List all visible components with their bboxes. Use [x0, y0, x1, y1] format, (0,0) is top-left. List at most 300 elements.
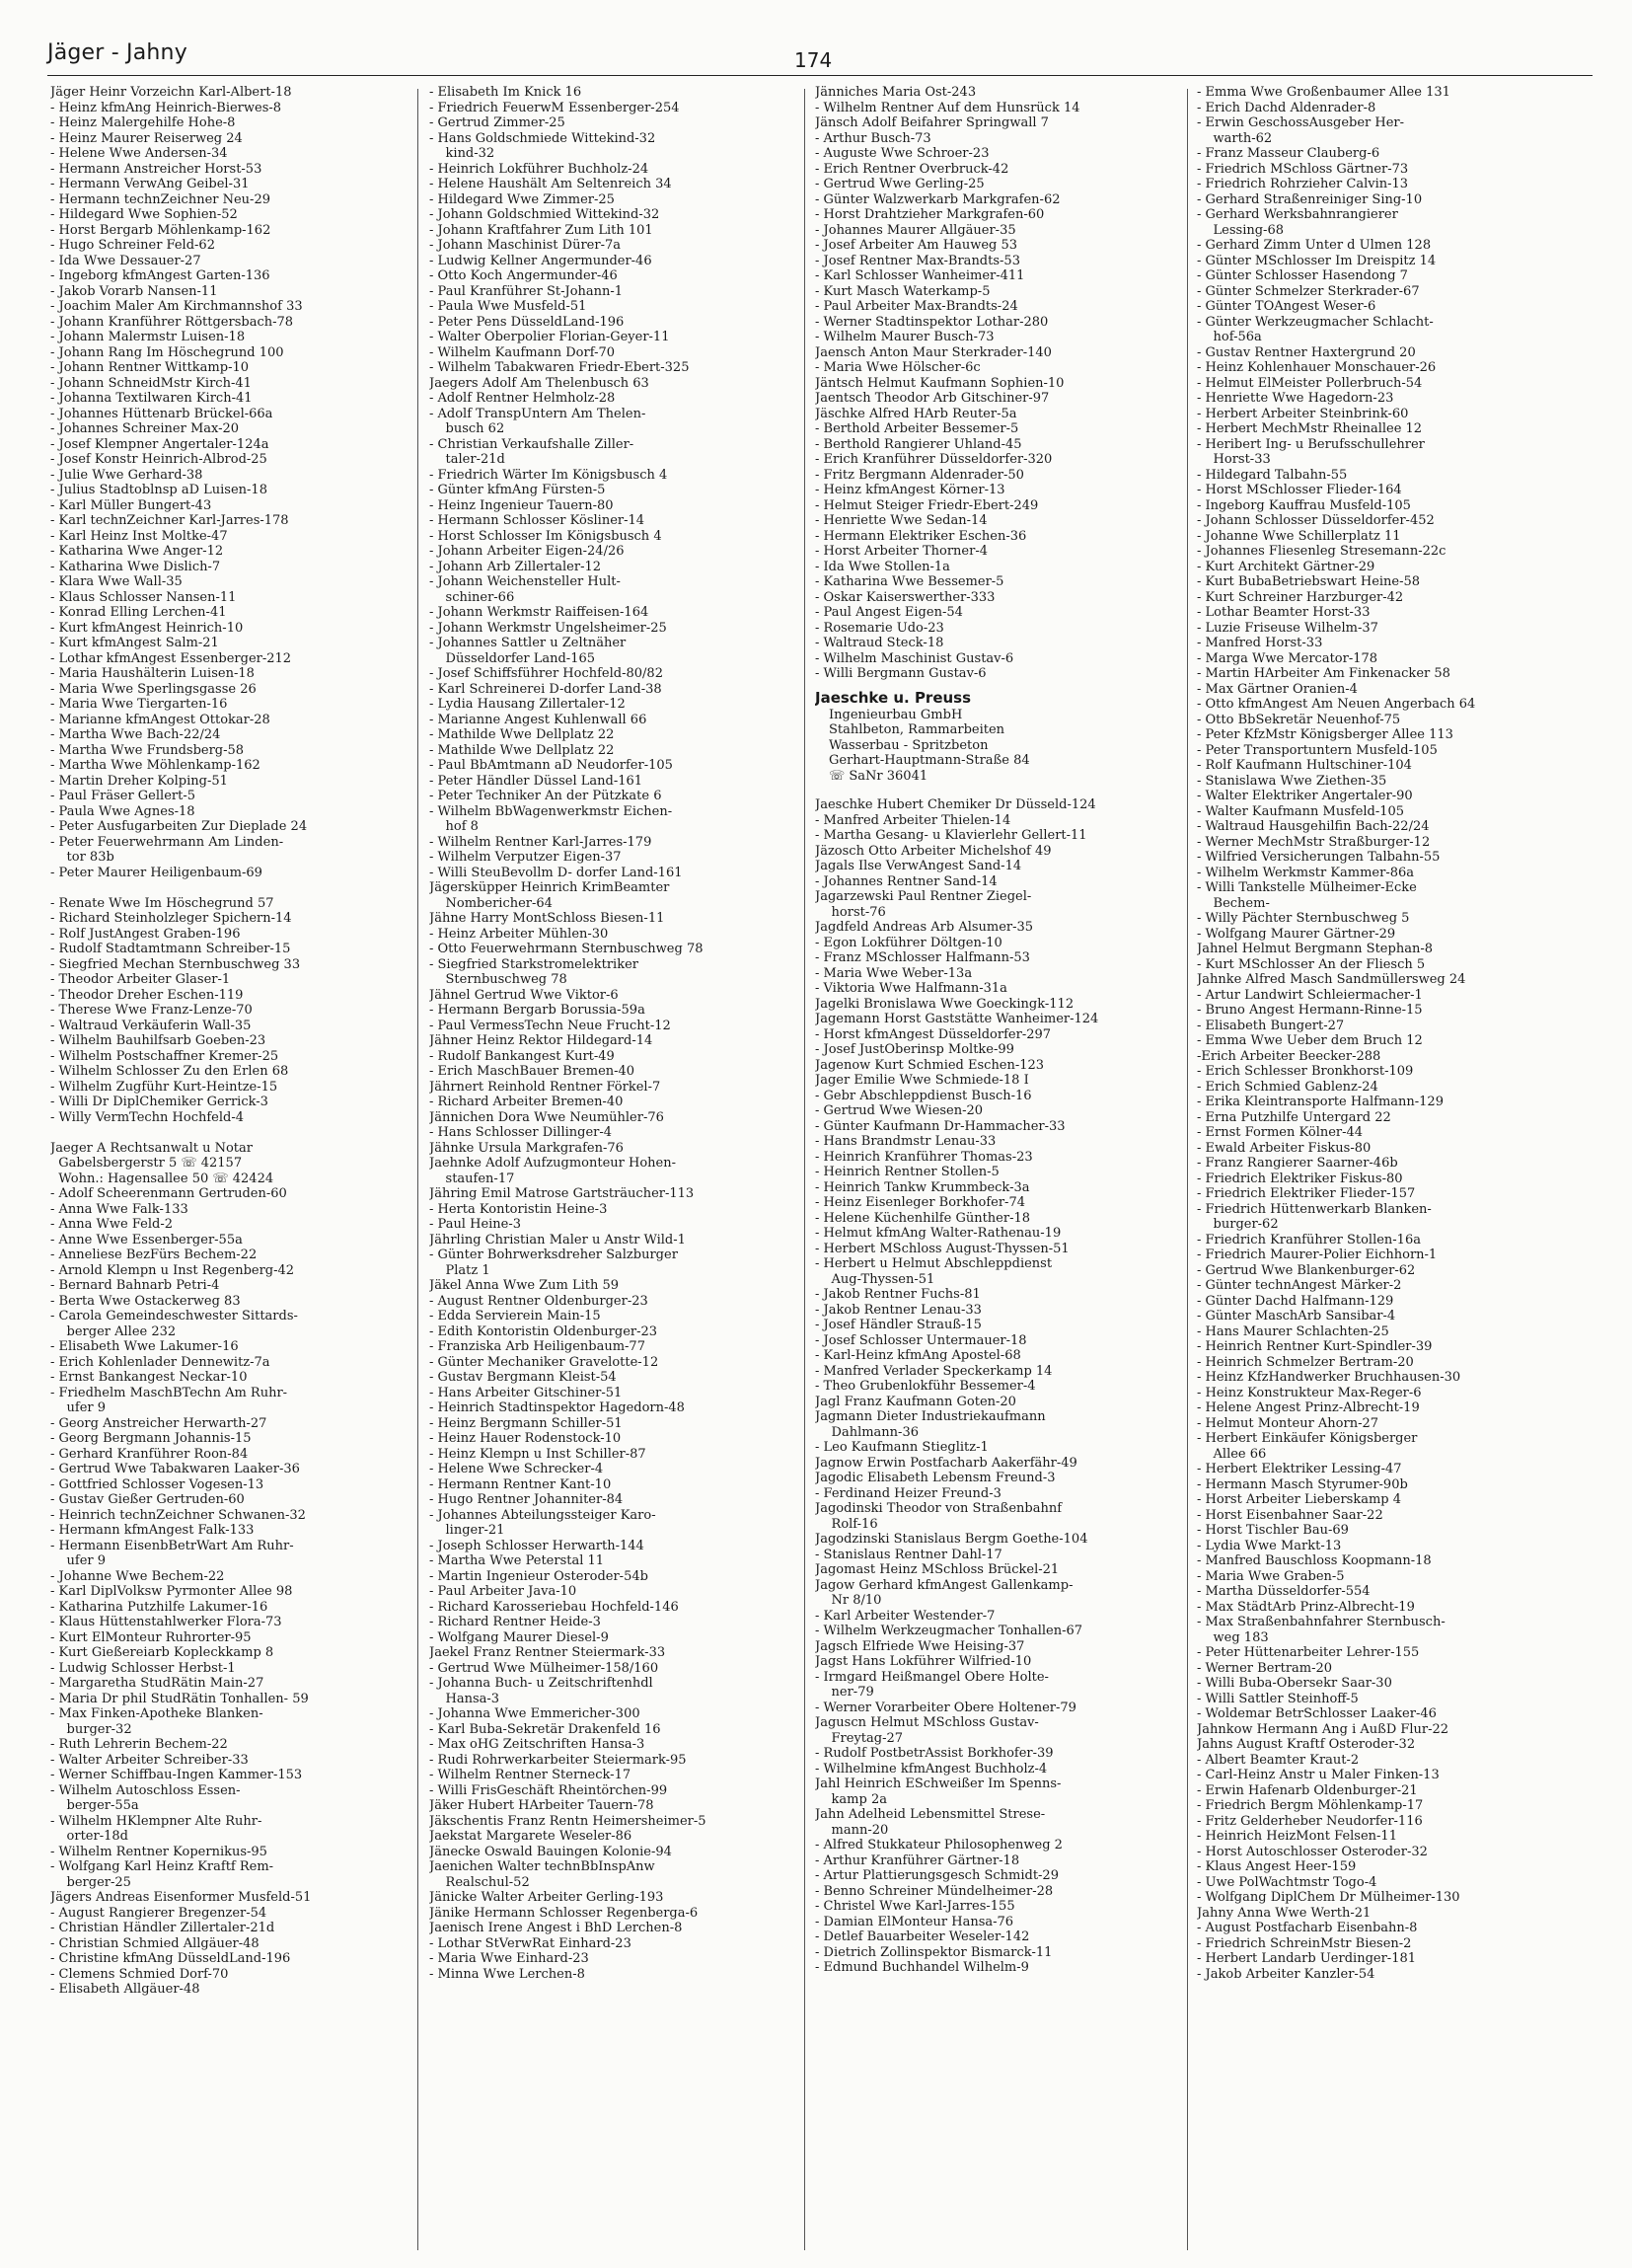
directory-entry: Jaenisch Irene Angest i BhD Lerchen-8 [429, 1921, 683, 1935]
directory-entry: - Kurt Masch Waterkamp-5 [815, 283, 991, 299]
directory-entry: - Elisabeth Bungert-27 [1197, 1018, 1345, 1033]
directory-entry: - Klaus Schlosser Nansen-11 [50, 589, 237, 605]
directory-entry: - Waltraud Verkäuferin Wall-35 [50, 1018, 252, 1033]
directory-entry: - Walter Kaufmann Musfeld-105 [1197, 803, 1405, 819]
directory-entry: - Lothar kfmAngest Essenberger-212 [50, 650, 292, 666]
directory-entry: - Hermann Bergarb Borussia-59a [429, 1003, 645, 1018]
directory-entry: - Siegfried Mechan Sternbuschweg 33 [50, 956, 301, 972]
directory-entry: - Georg Bergmann Johannis-15 [50, 1431, 252, 1446]
directory-entry: - Johannes Abteilungssteiger Karo- [429, 1507, 656, 1523]
directory-entry: - Manfred Horst-33 [1197, 636, 1323, 650]
directory-entry: - Klaus Hüttenstahlwerker Flora-73 [50, 1615, 282, 1629]
directory-entry: - Peter KfzMstr Königsberger Allee 113 [1197, 727, 1453, 742]
directory-entry: - Horst MSchlosser Flieder-164 [1197, 483, 1402, 497]
directory-entry: - Hildegard Wwe Zimmer-25 [429, 191, 615, 207]
directory-entry: - Johann Malermstr Luisen-18 [50, 330, 246, 344]
directory-entry: - Josef Schiffsführer Hochfeld-80/82 [429, 666, 663, 681]
directory-entry: - Heinrich Schmelzer Bertram-20 [1197, 1354, 1414, 1370]
directory-entry: - Josef Klempner Angertaler-124a [50, 436, 269, 452]
directory-entry: Jagodzinski Stanislaus Bergm Goethe-104 [815, 1532, 1088, 1547]
directory-entry: Jäger Heinr Vorzeichn Karl-Albert-18 [50, 85, 292, 100]
directory-entry: - Richard Steinholzleger Spichern-14 [50, 911, 292, 926]
directory-entry: - Wilhelm Werkmstr Kammer-86a [1197, 865, 1415, 880]
directory-entry: - Wilhelm Maurer Busch-73 [815, 330, 995, 344]
directory-entry: - Hans Arbeiter Gitschiner-51 [429, 1385, 623, 1400]
directory-entry: - Henriette Wwe Hagedorn-23 [1197, 391, 1394, 406]
directory-entry: Jagenow Kurt Schmied Eschen-123 [815, 1057, 1045, 1073]
directory-entry: - Rudolf PostbetrAssist Borkhofer-39 [815, 1746, 1054, 1761]
directory-entry: staufen-17 [429, 1171, 515, 1186]
directory-entry: - Wilhelm Verputzer Eigen-37 [429, 850, 622, 865]
directory-entry: - Heinz Bergmann Schiller-51 [429, 1415, 623, 1431]
firm-entry-name: Jaeschke u. Preuss [815, 688, 972, 707]
directory-entry: Jagelki Bronislawa Wwe Goeckingk-112 [815, 996, 1075, 1012]
directory-entry: - Theodor Dreher Eschen-119 [50, 987, 244, 1003]
directory-entry: - Hildegard Talbahn-55 [1197, 467, 1348, 483]
directory-entry: - Friedrich Bergm Möhlenkamp-17 [1197, 1798, 1424, 1813]
directory-entry: Jagarzewski Paul Rentner Ziegel- [815, 889, 1032, 904]
directory-entry: Jagl Franz Kaufmann Goten-20 [815, 1394, 1016, 1409]
directory-entry: - Friedrich Rohrzieher Calvin-13 [1197, 177, 1409, 191]
directory-entry: - Ingeborg kfmAngest Garten-136 [50, 268, 270, 283]
directory-entry: - Otto BbSekretär Neuenhof-75 [1197, 712, 1401, 727]
directory-entry: - Gertrud Wwe Mülheimer-158/160 [429, 1660, 659, 1676]
directory-entry: - Helene Wwe Andersen-34 [50, 146, 228, 161]
directory-entry: -Erich Arbeiter Beecker-288 [1197, 1048, 1381, 1064]
directory-entry: Jahn Adelheid Lebensmittel Strese- [815, 1807, 1046, 1822]
directory-entry: - Martin Ingenieur Osteroder-54b [429, 1568, 648, 1584]
directory-entry: - Johann Rentner Wittkamp-10 [50, 360, 250, 375]
directory-entry: - Werner Bertram-20 [1197, 1660, 1333, 1676]
directory-entry: - Günter Kaufmann Dr-Hammacher-33 [815, 1118, 1066, 1134]
directory-entry: - Irmgard Heißmangel Obere Holte- [815, 1669, 1049, 1685]
directory-entry: - Karl Schlosser Wanheimer-411 [815, 268, 1025, 283]
directory-entry: - Renate Wwe Im Höschegrund 57 [50, 895, 274, 911]
directory-entry: Jagsch Elfriede Wwe Heising-37 [815, 1638, 1025, 1654]
directory-entry: - Günter Werkzeugmacher Schlacht- [1197, 314, 1434, 330]
directory-entry: Düsseldorfer Land-165 [429, 650, 596, 666]
directory-entry: - Rudolf Bankangest Kurt-49 [429, 1048, 615, 1064]
directory-entry: - Christel Wwe Karl-Jarres-155 [815, 1899, 1015, 1914]
directory-entry: ufer 9 [50, 1553, 107, 1568]
directory-entry: - Günter Mechaniker Gravelotte-12 [429, 1354, 659, 1370]
directory-entry: - Detlef Bauarbeiter Weseler-142 [815, 1929, 1030, 1944]
directory-entry: Jaehnke Adolf Aufzugmonteur Hohen- [429, 1156, 677, 1171]
directory-entry: - Günter Dachd Halfmann-129 [1197, 1293, 1394, 1309]
directory-entry: - Walter Oberpolier Florian-Geyer-11 [429, 330, 670, 344]
directory-entry: - Peter Transportuntern Musfeld-105 [1197, 742, 1438, 758]
directory-entry: - Katharina Putzhilfe Lakumer-16 [50, 1599, 268, 1615]
directory-entry: - Karl Schreinerei D-dorfer Land-38 [429, 681, 662, 697]
directory-entry: Jaentsch Theodor Arb Gitschiner-97 [815, 391, 1050, 406]
directory-entry: - August Rentner Oldenburger-23 [429, 1293, 648, 1309]
directory-entry: - Emma Wwe Ueber dem Bruch 12 [1197, 1033, 1423, 1048]
directory-entry: - Peter Maurer Heiligenbaum-69 [50, 865, 262, 880]
directory-entry: Jäkel Anna Wwe Zum Lith 59 [429, 1278, 620, 1293]
directory-entry: berger-25 [50, 1874, 131, 1890]
directory-entry: - Anna Wwe Feld-2 [50, 1217, 174, 1232]
directory-entry: - Günter MSchlosser Im Dreispitz 14 [1197, 253, 1437, 268]
directory-entry: Jagodinski Theodor von Straßenbahnf [815, 1501, 1063, 1516]
directory-entry: - Lothar StVerwRat Einhard-23 [429, 1935, 631, 1951]
directory-entry: - Gertrud Zimmer-25 [429, 115, 565, 130]
directory-entry: - Johann Goldschmied Wittekind-32 [429, 207, 660, 222]
directory-entry: - Heinz Maurer Reiserweg 24 [50, 130, 243, 146]
directory-entry: - Friedrich SchreinMstr Biesen-2 [1197, 1935, 1412, 1951]
directory-entry: - Günter MaschArb Sansibar-4 [1197, 1309, 1396, 1323]
directory-entry: - Helene Küchenhilfe Günther-18 [815, 1210, 1031, 1226]
directory-entry: Jaeger A Rechtsanwalt u Notar [50, 1140, 253, 1156]
directory-entry: - Stanislawa Wwe Ziethen-35 [1197, 773, 1387, 789]
directory-entry: - Richard Karosseriebau Hochfeld-146 [429, 1599, 679, 1615]
directory-entry: - Erich Kranführer Düsseldorfer-320 [815, 452, 1053, 467]
firm-entry-line: Gerhart-Hauptmann-Straße 84 [829, 753, 1030, 768]
directory-entry: - Günter Bohrwerksdreher Salzburger [429, 1247, 678, 1262]
directory-entry: - Erwin GeschossAusgeber Her- [1197, 115, 1405, 130]
directory-entry: - Leo Kaufmann Stieglitz-1 [815, 1440, 989, 1455]
directory-entry: - Horst Arbeiter Thorner-4 [815, 544, 988, 559]
directory-entry: - Gertrud Wwe Wiesen-20 [815, 1103, 984, 1118]
directory-entry: - Wilhelmine kfmAngest Buchholz-4 [815, 1761, 1048, 1777]
directory-entry: - Maria Wwe Sperlingsgasse 26 [50, 681, 257, 697]
directory-entry: - Hermann Elektriker Eschen-36 [815, 528, 1027, 544]
directory-entry: - Gerhard Werksbahnrangierer [1197, 207, 1398, 222]
directory-entry: Jahnel Helmut Bergmann Stephan-8 [1197, 942, 1433, 956]
directory-entry: mann-20 [815, 1822, 889, 1838]
directory-entry: - Paul Kranführer St-Johann-1 [429, 283, 624, 299]
directory-entry: Jänniches Maria Ost-243 [815, 85, 977, 100]
directory-entry: Jaekel Franz Rentner Steiermark-33 [429, 1645, 666, 1660]
directory-entry: - Heinz Kohlenhauer Monschauer-26 [1197, 360, 1437, 375]
directory-entry: - Wilhelm Zugführ Kurt-Heintze-15 [50, 1079, 278, 1095]
directory-entry: - Herbert Arbeiter Steinbrink-60 [1197, 406, 1409, 421]
directory-entry: Jagmann Dieter Industriekaufmann [815, 1409, 1046, 1424]
directory-entry: - Helmut Monteur Ahorn-27 [1197, 1415, 1379, 1431]
directory-entry: - Damian ElMonteur Hansa-76 [815, 1914, 1014, 1929]
directory-entry: - Maria Dr phil StudRätin Tonhallen- 59 [50, 1691, 309, 1706]
directory-entry: - Hermann EisenbBetrWart Am Ruhr- [50, 1538, 294, 1553]
directory-entry: - Josef JustOberinsp Moltke-99 [815, 1042, 1014, 1057]
directory-entry: Jähne Harry MontSchloss Biesen-11 [429, 911, 665, 926]
directory-entry: - Georg Anstreicher Herwarth-27 [50, 1415, 267, 1431]
directory-entry: - Johann Maschinist Dürer-7a [429, 238, 621, 253]
directory-entry: - Werner Vorarbeiter Obere Holtener-79 [815, 1700, 1076, 1715]
directory-entry: - Heribert Ing- u Berufsschullehrer [1197, 436, 1425, 452]
directory-entry: - Jakob Arbeiter Kanzler-54 [1197, 1966, 1375, 1982]
directory-entry: - Anne Wwe Essenberger-55a [50, 1232, 243, 1247]
directory-entry: - Heinrich Lokführer Buchholz-24 [429, 161, 649, 177]
directory-entry: taler-21d [429, 452, 505, 467]
directory-entry: - Josef Händler Strauß-15 [815, 1318, 982, 1332]
directory-entry: Jähnke Ursula Markgrafen-76 [429, 1140, 624, 1156]
directory-entry: Sternbuschweg 78 [429, 972, 567, 987]
directory-entry: - Hans Goldschmiede Wittekind-32 [429, 130, 656, 146]
directory-entry: Jager Emilie Wwe Schmiede-18 I [815, 1073, 1029, 1088]
directory-entry: Jährling Christian Maler u Anstr Wild-1 [429, 1232, 686, 1247]
directory-entry: - Hugo Schreiner Feld-62 [50, 238, 215, 253]
directory-entry: - Klara Wwe Wall-35 [50, 574, 183, 589]
directory-entry: - Wilfried Versicherungen Talbahn-55 [1197, 850, 1441, 865]
directory-entry: - Paul VermessTechn Neue Frucht-12 [429, 1018, 671, 1033]
directory-entry: linger-21 [429, 1523, 505, 1538]
directory-entry: - Paul Heine-3 [429, 1217, 522, 1232]
directory-entry: - Edith Kontoristin Oldenburger-23 [429, 1323, 658, 1339]
directory-entry: - Christine kfmAng DüsseldLand-196 [50, 1951, 291, 1966]
directory-entry: Hansa-3 [429, 1691, 500, 1706]
directory-entry: - Gebr Abschleppdienst Busch-16 [815, 1088, 1032, 1103]
directory-entry: - Ewald Arbeiter Fiskus-80 [1197, 1140, 1372, 1156]
directory-entry: - Maria Wwe Weber-13a [815, 965, 973, 981]
directory-entry: Jänicke Walter Arbeiter Gerling-193 [429, 1890, 664, 1905]
directory-entry: - Kurt BubaBetriebswart Heine-58 [1197, 574, 1421, 589]
directory-entry: - Auguste Wwe Schroer-23 [815, 146, 990, 161]
directory-entry: - Johanna Buch- u Zeitschriftenhdl [429, 1676, 653, 1691]
directory-entry: - Adolf Rentner Helmholz-28 [429, 391, 616, 406]
directory-entry: berger Allee 232 [50, 1323, 177, 1339]
directory-entry: - Herbert Einkäufer Königsberger [1197, 1431, 1418, 1446]
directory-entry: - Friedrich Hüttenwerkarb Blanken- [1197, 1201, 1432, 1217]
directory-entry: - Johannes Fliesenleg Stresemann-22c [1197, 544, 1447, 559]
directory-entry: Bechem- [1197, 895, 1270, 911]
directory-entry: Wohn.: Hagensallee 50 ☏ 42424 [50, 1171, 274, 1186]
directory-entry: - Berta Wwe Ostackerweg 83 [50, 1293, 241, 1309]
directory-entry: - Willi FrisGeschäft Rheintörchen-99 [429, 1782, 668, 1798]
directory-entry: - Friedrich FeuerwM Essenberger-254 [429, 100, 680, 115]
directory-entry: - Wolfgang Maurer Diesel-9 [429, 1629, 609, 1645]
directory-entry: - Willi Sattler Steinhoff-5 [1197, 1691, 1359, 1706]
directory-entry: - Ferdinand Heizer Freund-3 [815, 1485, 1001, 1501]
directory-entry: Jährnert Reinhold Rentner Förkel-7 [429, 1079, 661, 1095]
directory-entry: - Rudi Rohrwerkarbeiter Steiermark-95 [429, 1752, 687, 1768]
directory-entry: - Martin Dreher Kolping-51 [50, 773, 228, 789]
entry-gap [50, 880, 413, 896]
directory-entry: - Peter Ausfugarbeiten Zur Dieplade 24 [50, 819, 308, 834]
directory-column-3 [815, 85, 1178, 1976]
directory-entry: - Paul Angest Eigen-54 [815, 605, 963, 620]
directory-entry: - Johannes Hüttenarb Brückel-66a [50, 406, 273, 421]
directory-entry: - Werner MechMstr Straßburger-12 [1197, 834, 1431, 850]
directory-entry: - Wilhelm Tabakwaren Friedr-Ebert-325 [429, 360, 690, 375]
directory-entry: - Erna Putzhilfe Untergard 22 [1197, 1109, 1391, 1125]
directory-entry: - Max Finken-Apotheke Blanken- [50, 1706, 263, 1721]
directory-entry: - Elisabeth Allgäuer-48 [50, 1982, 200, 1997]
directory-entry: - Maria Haushälterin Luisen-18 [50, 666, 255, 681]
directory-entry: Jaenichen Walter technBbInspAnw [429, 1859, 655, 1874]
directory-entry: - Franz MSchlosser Halfmann-53 [815, 950, 1030, 965]
directory-entry: - Karl Buba-Sekretär Drakenfeld 16 [429, 1721, 661, 1737]
directory-entry: - Arthur Busch-73 [815, 130, 931, 146]
directory-entry: - Gerhard Zimm Unter d Ulmen 128 [1197, 238, 1432, 253]
page-number: 174 [794, 48, 833, 72]
directory-entry: - Gustav Gießer Gertruden-60 [50, 1492, 245, 1507]
directory-entry: - Johann Schlosser Düsseldorfer-452 [1197, 513, 1435, 528]
directory-entry: Lessing-68 [1197, 222, 1284, 238]
directory-entry: ner-79 [815, 1685, 874, 1700]
directory-entry: Nombericher-64 [429, 895, 553, 911]
directory-entry: - Kurt Architekt Gärtner-29 [1197, 559, 1375, 574]
directory-entry: - Theodor Arbeiter Glaser-1 [50, 972, 231, 987]
directory-entry: Allee 66 [1197, 1446, 1267, 1462]
directory-entry: - Mathilde Wwe Dellplatz 22 [429, 727, 615, 742]
directory-entry: - Erwin Hafenarb Oldenburger-21 [1197, 1782, 1418, 1798]
directory-entry: - Ludwig Schlosser Herbst-1 [50, 1660, 236, 1676]
directory-entry: - Hermann Schlosser Kösliner-14 [429, 513, 645, 528]
directory-entry: - Christian Verkaufshalle Ziller- [429, 436, 634, 452]
directory-entry: Jaekstat Margarete Weseler-86 [429, 1829, 632, 1844]
directory-entry: - Hans Schlosser Dillinger-4 [429, 1125, 613, 1140]
directory-entry: - Hermann kfmAngest Falk-133 [50, 1523, 255, 1538]
directory-entry: - Uwe PolWachtmstr Togo-4 [1197, 1874, 1377, 1890]
directory-entry: - Willi Buba-Obersekr Saar-30 [1197, 1676, 1392, 1691]
directory-entry: - Albert Beamter Kraut-2 [1197, 1752, 1360, 1768]
directory-entry: - Artur Plattierungsgesch Schmidt-29 [815, 1868, 1059, 1883]
firm-entry-line: Ingenieurbau GmbH [829, 707, 963, 722]
directory-entry: - Heinrich Stadtinspektor Hagedorn-48 [429, 1400, 685, 1415]
directory-entry: - Hermann technZeichner Neu-29 [50, 191, 270, 207]
directory-entry: - Johann SchneidMstr Kirch-41 [50, 375, 252, 391]
directory-entry: - Heinrich HeizMont Felsen-11 [1197, 1829, 1397, 1844]
directory-entry: - Minna Wwe Lerchen-8 [429, 1966, 585, 1982]
directory-entry: - Lydia Hausang Zillertaler-12 [429, 697, 626, 712]
directory-entry: ufer 9 [50, 1400, 107, 1415]
directory-entry: - Karl-Heinz kfmAng Apostel-68 [815, 1348, 1021, 1363]
directory-entry: Horst-33 [1197, 452, 1271, 467]
directory-entry: - Martha Wwe Peterstal 11 [429, 1553, 605, 1568]
directory-entry: Jaegers Adolf Am Thelenbusch 63 [429, 375, 649, 391]
directory-entry: Jägers Andreas Eisenformer Musfeld-51 [50, 1890, 312, 1905]
directory-entry: Rolf-16 [815, 1516, 878, 1532]
directory-entry: hof-56a [1197, 330, 1262, 344]
directory-entry: - Katharina Wwe Dislich-7 [50, 559, 221, 574]
directory-entry: Jänecke Oswald Bauingen Kolonie-94 [429, 1844, 672, 1859]
column-divider [804, 89, 805, 2250]
directory-entry: - Elisabeth Wwe Lakumer-16 [50, 1339, 239, 1354]
directory-entry: Jähring Emil Matrose Gartsträucher-113 [429, 1186, 695, 1201]
directory-entry: - Katharina Wwe Anger-12 [50, 544, 224, 559]
directory-entry: - Franz Masseur Clauberg-6 [1197, 146, 1380, 161]
directory-entry: - Willy Pächter Sternbuschweg 5 [1197, 911, 1410, 926]
directory-entry: - Carl-Heinz Anstr u Maler Finken-13 [1197, 1768, 1440, 1782]
directory-entry: - Martha Düsseldorfer-554 [1197, 1584, 1371, 1599]
column-divider [417, 89, 418, 2250]
directory-entry: - Heinrich Rentner Kurt-Spindler-39 [1197, 1339, 1433, 1354]
directory-entry: - Hugo Rentner Johanniter-84 [429, 1492, 624, 1507]
directory-entry: - Franziska Arb Heiligenbaum-77 [429, 1339, 645, 1354]
directory-entry: - Johann Weichensteller Hult- [429, 574, 621, 589]
directory-entry: - Gustav Rentner Haxtergrund 20 [1197, 344, 1416, 360]
directory-entry: - Kurt MSchlosser An der Fliesch 5 [1197, 956, 1426, 972]
directory-entry: Jahl Heinrich ESchweißer Im Spenns- [815, 1777, 1062, 1791]
directory-entry: - Heinz Malergehilfe Hohe-8 [50, 115, 236, 130]
directory-entry: - Kurt kfmAngest Salm-21 [50, 636, 219, 650]
directory-entry: - Mathilde Wwe Dellplatz 22 [429, 742, 615, 758]
directory-entry: - Wilhelm HKlempner Alte Ruhr- [50, 1813, 262, 1829]
directory-entry: - Helene Haushält Am Seltenreich 34 [429, 177, 672, 191]
directory-entry: - Wilhelm Rentner Sterneck-17 [429, 1768, 631, 1782]
directory-entry: - Paula Wwe Musfeld-51 [429, 299, 587, 314]
directory-entry: - Luzie Friseuse Wilhelm-37 [1197, 620, 1378, 636]
directory-entry: - Stanislaus Rentner Dahl-17 [815, 1547, 1002, 1562]
directory-entry: - Hildegard Wwe Sophien-52 [50, 207, 238, 222]
directory-entry: - Johann Arb Zillertaler-12 [429, 559, 602, 574]
directory-entry: - Theo Grubenlokführ Bessemer-4 [815, 1379, 1036, 1394]
directory-entry: kamp 2a [815, 1791, 887, 1807]
directory-entry: Jänsch Adolf Beifahrer Springwall 7 [815, 115, 1049, 130]
directory-entry: - Willi Tankstelle Mülheimer-Ecke [1197, 880, 1417, 895]
directory-entry: - Edda Servierein Main-15 [429, 1309, 601, 1323]
directory-entry: - Helmut Steiger Friedr-Ebert-249 [815, 497, 1039, 513]
directory-entry: - Helmut ElMeister Pollerbruch-54 [1197, 375, 1423, 391]
directory-entry: - Johann Werkmstr Raiffeisen-164 [429, 605, 649, 620]
directory-entry: - Martin HArbeiter Am Finkenacker 58 [1197, 666, 1450, 681]
directory-entry: - Heinrich Kranführer Thomas-23 [815, 1149, 1033, 1165]
directory-entry: - Erich MaschBauer Bremen-40 [429, 1064, 635, 1079]
directory-entry: Jäzosch Otto Arbeiter Michelshof 49 [815, 843, 1052, 859]
directory-entry: - Jakob Rentner Lenau-33 [815, 1302, 982, 1318]
directory-entry: - Herbert MechMstr Rheinallee 12 [1197, 421, 1423, 436]
directory-entry: - Wilhelm Kaufmann Dorf-70 [429, 344, 616, 360]
directory-entry: - Horst Autoschlosser Osteroder-32 [1197, 1844, 1428, 1859]
directory-entry: - Max StädtArb Prinz-Albrecht-19 [1197, 1599, 1415, 1615]
directory-entry: - Helmut kfmAng Walter-Rathenau-19 [815, 1226, 1062, 1241]
firm-entry-line: ☏ SaNr 36041 [829, 768, 928, 784]
directory-entry: Jägersküpper Heinrich KrimBeamter [429, 880, 670, 895]
directory-entry: - Karl Arbeiter Westender-7 [815, 1608, 996, 1624]
directory-entry: Jänike Hermann Schlosser Regenberga-6 [429, 1905, 699, 1921]
directory-entry: - Willi Bergmann Gustav-6 [815, 666, 987, 681]
directory-entry: - Heinrich Rentner Stollen-5 [815, 1165, 1000, 1179]
directory-entry: - Horst Schlosser Im Königsbusch 4 [429, 528, 662, 544]
directory-entry: - Joseph Schlosser Herwarth-144 [429, 1538, 644, 1553]
directory-entry: - Martha Gesang- u Klavierlehr Gellert-11 [815, 828, 1087, 843]
directory-entry: - Erich Dachd Aldenrader-8 [1197, 100, 1376, 115]
directory-entry: - Julius Stadtoblnsp aD Luisen-18 [50, 483, 267, 497]
directory-entry: - Gertrud Wwe Blankenburger-62 [1197, 1262, 1416, 1278]
directory-entry: - Rudolf Stadtamtmann Schreiber-15 [50, 942, 291, 956]
directory-entry: - Oskar Kaiserswerther-333 [815, 589, 996, 605]
directory-entry: - August Postfacharb Eisenbahn-8 [1197, 1921, 1418, 1935]
directory-entry: Jagst Hans Lokführer Wilfried-10 [815, 1654, 1032, 1669]
directory-entry: - Gustav Bergmann Kleist-54 [429, 1370, 617, 1385]
directory-entry: - Hans Maurer Schlachten-25 [1197, 1323, 1389, 1339]
directory-entry: - Erich Schlesser Bronkhorst-109 [1197, 1064, 1414, 1079]
directory-entry: - Kurt kfmAngest Heinrich-10 [50, 620, 244, 636]
directory-entry: - Paula Wwe Agnes-18 [50, 803, 195, 819]
directory-entry: - Karl Müller Bungert-43 [50, 497, 212, 513]
directory-entry: - Erich Schmied Gablenz-24 [1197, 1079, 1378, 1095]
directory-entry: - Karl technZeichner Karl-Jarres-178 [50, 513, 289, 528]
column-divider [1187, 89, 1188, 2250]
directory-entry: - Werner Stadtinspektor Lothar-280 [815, 314, 1049, 330]
directory-entry: - Friedrich Wärter Im Königsbusch 4 [429, 467, 668, 483]
directory-entry: - Peter Händler Düssel Land-161 [429, 773, 643, 789]
directory-entry: - Arnold Klempn u Inst Regenberg-42 [50, 1262, 295, 1278]
directory-entry: - Maria Wwe Einhard-23 [429, 1951, 589, 1966]
directory-entry: - Johannes Schreiner Max-20 [50, 421, 240, 436]
directory-entry: - Johann Arbeiter Eigen-24/26 [429, 544, 625, 559]
directory-column-4 [1197, 85, 1560, 1982]
directory-entry: - Karl DiplVolksw Pyrmonter Allee 98 [50, 1584, 293, 1599]
directory-entry: - Gertrud Wwe Tabakwaren Laaker-36 [50, 1462, 300, 1476]
directory-entry: - Max Gärtner Oranien-4 [1197, 681, 1358, 697]
directory-entry: Jäkschentis Franz Rentn Heimersheimer-5 [429, 1813, 706, 1829]
directory-entry: - Berthold Rangierer Uhland-45 [815, 436, 1022, 452]
directory-entry: - Herbert MSchloss August-Thyssen-51 [815, 1241, 1070, 1256]
directory-entry: Jagomast Heinz MSchloss Brückel-21 [815, 1562, 1060, 1577]
directory-entry: Jahny Anna Wwe Werth-21 [1197, 1905, 1372, 1921]
directory-entry: - Horst Eisenbahner Saar-22 [1197, 1507, 1383, 1523]
directory-entry: Jagals Ilse VerwAngest Sand-14 [815, 859, 1022, 873]
